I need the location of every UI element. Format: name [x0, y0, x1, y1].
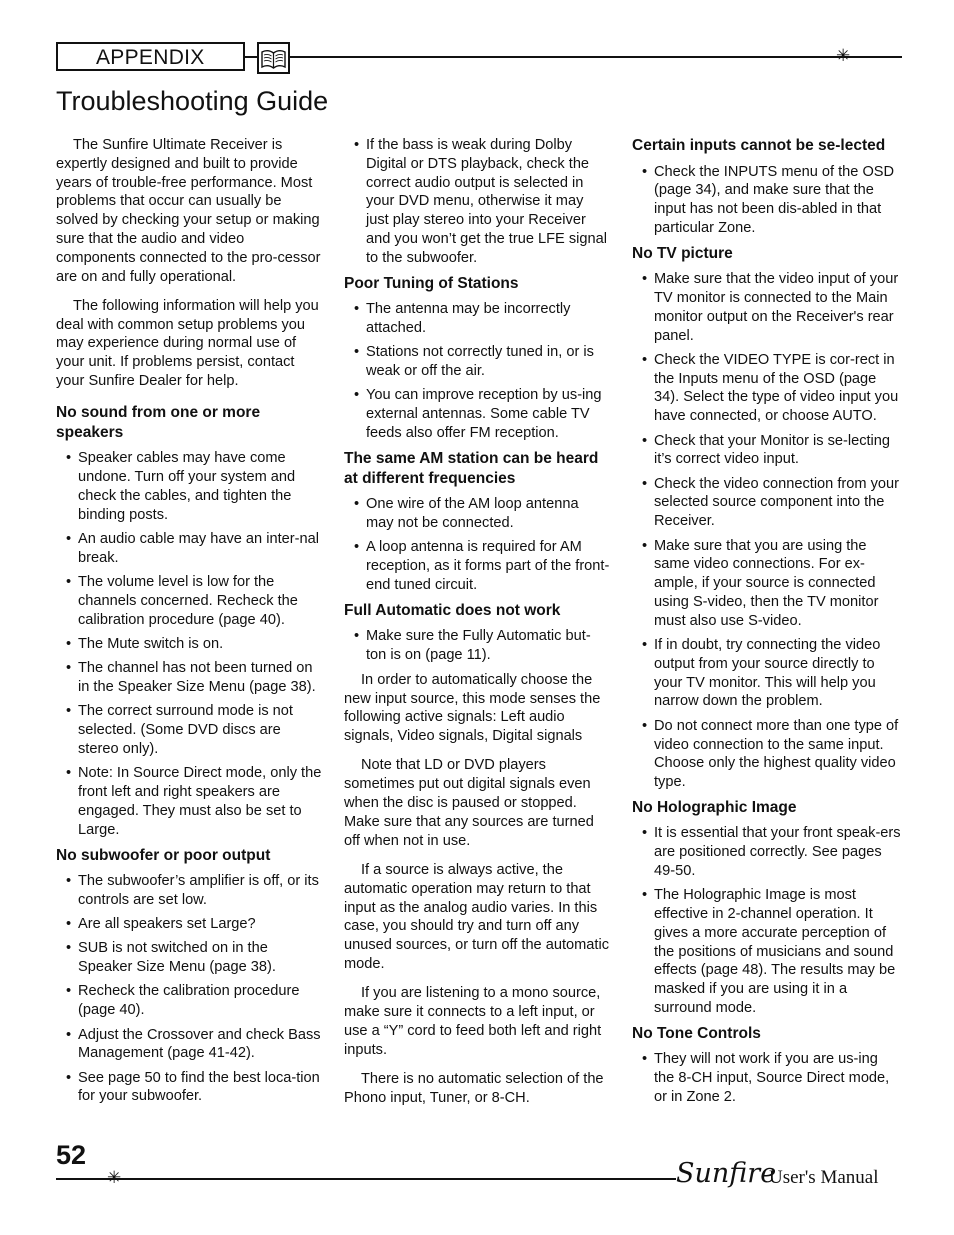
brand-logo: Sunfire: [676, 1158, 777, 1189]
list-item: • It is essential that your front speak-ers are positioned correctly. See pages 49-50.: [632, 824, 902, 880]
asterisk-star-icon: ✳: [836, 46, 851, 65]
list-item: • An audio cable may have an inter-nal break.: [56, 530, 324, 568]
header-rule-long: [290, 56, 902, 58]
list-item: • A loop antenna is required for AM reception, as it forms part of the front-end tuned circuit.: [344, 538, 610, 594]
no-subwoofer-list: [56, 872, 324, 1106]
list-item: • SUB is not switched on in the Speaker Size Menu (page 38).: [56, 939, 324, 977]
page-title: Troubleshooting Guide: [56, 86, 329, 116]
tone-controls-list: [632, 1050, 902, 1106]
section-heading-am-station: The same AM station can be heard at different frequencies: [344, 449, 599, 487]
inputs-list: [632, 163, 902, 238]
header-rule: [245, 56, 257, 58]
holographic-list: [632, 824, 902, 1017]
list-item: • The correct surround mode is not selected. (Some DVD discs are stereo only).: [56, 702, 324, 758]
list-item: • The subwoofer’s amplifier is off, or its controls are set low.: [56, 872, 324, 910]
intro-paragraph-1: The Sunfire Ultimate Receiver is expertly designed and built to provide years of trouble-free performance. Most problems that occur can usually be solved by checking your setup or making sure that the audio and video components connected to the pro-cessor are on and fully operational.: [56, 137, 321, 285]
list-item: • Note: In Source Direct mode, only the front left and right speakers are engaged. They must also be set to Large.: [56, 764, 324, 839]
no-tv-picture-list: [632, 270, 902, 792]
list-item: • Check that your Monitor is se-lecting it’s correct video input.: [632, 432, 902, 470]
manual-label: User's Manual: [769, 1167, 879, 1188]
list-item: • Speaker cables may have come undone. Turn off your system and check the cables, and tighten the binding posts.: [56, 449, 324, 524]
section-heading-no-subwoofer: No subwoofer or poor output: [56, 846, 271, 864]
list-item: • They will not work if you are us-ing the 8-CH input, Source Direct mode, or in Zone 2.: [632, 1050, 902, 1106]
list-item: • See page 50 to find the best loca-tion for your subwoofer.: [56, 1069, 324, 1107]
list-item: • The antenna may be incorrectly attached.: [344, 300, 610, 338]
paragraph: If a source is always active, the automatic operation may return to that input as the analog audio varies. In this case, you should try and turn off any unused sources, or turn off the automatic mode.: [344, 861, 610, 972]
footer-rule: [56, 1178, 676, 1180]
poor-tuning-list: [344, 300, 610, 443]
list-item: • Make sure the Fully Automatic but-ton is on (page 11).: [344, 627, 610, 665]
paragraph: There is no automatic selection of the Phono input, Tuner, or 8-CH.: [344, 1070, 604, 1106]
appendix-label: APPENDIX: [56, 42, 245, 71]
list-item: • Check the video connection from your selected source component into the Receiver.: [632, 475, 902, 531]
open-book-icon: [257, 42, 290, 74]
section-heading-holographic: No Holographic Image: [632, 798, 797, 816]
section-heading-no-tv-picture: No TV picture: [632, 244, 733, 262]
list-item: • If the bass is weak during Dolby Digital or DTS playback, check the correct audio output is selected in your DVD menu, otherwise it may just play stereo into your Receiver and you won’t get the true LFE signal to the subwoofer.: [344, 136, 610, 268]
list-item: • Make sure that the video input of your TV monitor is connected to the Main monitor output on the Receiver's rear panel.: [632, 270, 902, 345]
list-item: • Make sure that you are using the same video connections. For ex-ample, if your source is connected using S-video, then the TV monitor must also use S-video.: [632, 537, 902, 631]
section-heading-full-automatic: Full Automatic does not work: [344, 601, 561, 619]
section-heading-inputs: Certain inputs cannot be se-lected: [632, 137, 886, 154]
list-item: • The Mute switch is on.: [56, 635, 324, 654]
list-item: • Check the VIDEO TYPE is cor-rect in the Inputs menu of the OSD (page 34). Select the type of video input you have connected, or choose AUTO.: [632, 351, 902, 426]
section-heading-no-sound: No sound from one or more speakers: [56, 403, 261, 441]
list-item: • If in doubt, try connecting the video output from your source directly to your TV monitor. This will help you narrow down the problem.: [632, 636, 902, 711]
list-item: • Adjust the Crossover and check Bass Management (page 41-42).: [56, 1026, 324, 1064]
list-item: • Stations not correctly tuned in, or is weak or off the air.: [344, 343, 610, 381]
list-item: • The Holographic Image is most effective in 2-channel operation. It gives a more accurate perception of the positions of musicians and sound effects (page 48). The results may be masked if you are using it in a surround mode.: [632, 886, 902, 1018]
full-automatic-list: [344, 627, 610, 665]
list-item: • Recheck the calibration procedure (page 40).: [56, 982, 324, 1020]
list-item: • You can improve reception by us-ing external antennas. Some cable TV feeds also offer FM reception.: [344, 386, 610, 442]
page-number: 52: [56, 1140, 87, 1170]
column-2: [344, 136, 610, 1118]
paragraph: In order to automatically choose the new input source, this mode senses the following active signals: Left audio signals, Video signals, Digital signals: [344, 671, 601, 745]
list-item: • The channel has not been turned on in the Speaker Size Menu (page 38).: [56, 659, 324, 697]
column-3: [632, 136, 902, 1113]
column-1: [56, 136, 324, 1112]
list-item: • Do not connect more than one type of video connection to the same input. Choose only the highest quality video type.: [632, 717, 902, 792]
list-item: • The volume level is low for the channels concerned. Recheck the calibration procedure (page 40).: [56, 573, 324, 629]
section-heading-poor-tuning: Poor Tuning of Stations: [344, 274, 519, 292]
bass-list: [344, 136, 610, 268]
list-item: • Are all speakers set Large?: [56, 915, 324, 934]
list-item: • Check the INPUTS menu of the OSD (page 34), and make sure that the input has not been dis-abled in that particular Zone.: [632, 163, 902, 238]
asterisk-star-icon: ✳: [107, 1168, 122, 1187]
intro-paragraph-2: The following information will help you deal with common setup problems you may experience during normal use of your unit. If problems persist, contact your Sunfire Dealer for help.: [56, 297, 319, 390]
section-heading-tone-controls: No Tone Controls: [632, 1024, 761, 1042]
am-station-list: [344, 495, 610, 594]
paragraph: If you are listening to a mono source, make sure it connects to a left input, or use a “Y” cord to feed both left and right inputs.: [344, 985, 602, 1058]
list-item: • One wire of the AM loop antenna may not be connected.: [344, 495, 610, 533]
no-sound-list: [56, 449, 324, 839]
paragraph: Note that LD or DVD players sometimes put out digital signals even when the disc is paused or stopped. Make sure that any sources are turned off when not in use.: [344, 757, 594, 849]
